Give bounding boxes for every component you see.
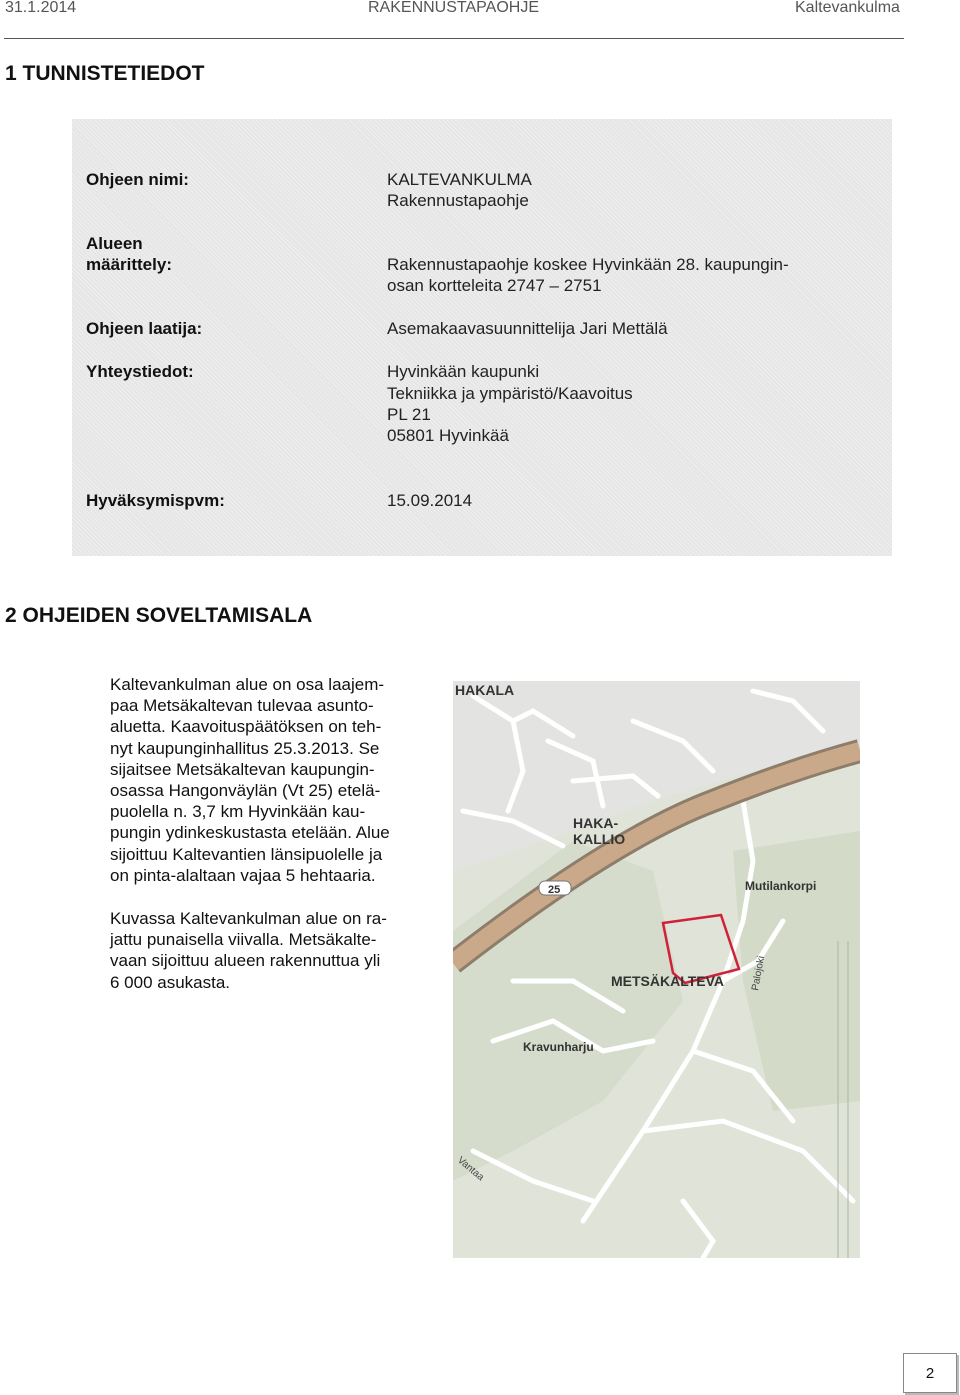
text-line: nyt kaupunginhallitus 25.3.2013. Se bbox=[110, 738, 380, 758]
contact-line: Tekniikka ja ympäristö/Kaavoitus bbox=[387, 384, 633, 403]
text-line: Kuvassa Kaltevankulman alue on ra- bbox=[110, 909, 387, 928]
text-line: sijoittuu Kaltevantien länsipuolelle ja bbox=[110, 844, 383, 864]
scope-paragraph-1 bbox=[110, 674, 430, 886]
page-number: 2 bbox=[903, 1353, 957, 1393]
text-line: aluetta. Kaavoituspäätöksen on teh- bbox=[110, 717, 382, 737]
map-label-road-25: 25 bbox=[548, 884, 561, 896]
area-label-1: Alueen bbox=[86, 234, 143, 253]
map-label-hakakallio: KALLIO bbox=[573, 831, 626, 847]
map-label-hakala: HAKALA bbox=[455, 682, 515, 698]
header-place: Kaltevankulma bbox=[795, 0, 900, 16]
author-label: Ohjeen laatija: bbox=[86, 319, 203, 338]
area-value-1: Rakennustapaohje koskee Hyvinkään 28. kaupungin- bbox=[387, 255, 789, 274]
map-label-hakakallio: HAKA- bbox=[573, 815, 619, 831]
section-1-title: 1 TUNNISTETIEDOT bbox=[5, 62, 205, 85]
map-label-kravunharju: Kravunharju bbox=[523, 1040, 594, 1054]
area-map bbox=[453, 681, 860, 1258]
area-value-2: osan kortteleita 2747 – 2751 bbox=[387, 276, 602, 295]
scope-paragraph-2 bbox=[110, 908, 430, 993]
text-line: sijaitsee Metsäkaltevan kaupungin- bbox=[110, 759, 375, 779]
contact-line: PL 21 bbox=[387, 405, 431, 424]
page-header bbox=[0, 0, 960, 40]
name-value-1: KALTEVANKULMA bbox=[387, 170, 532, 189]
text-line: vaan sijoittuu alueen rakennuttua yli bbox=[110, 951, 381, 971]
text-line: jattu punaisella viivalla. Metsäkalte- bbox=[110, 930, 377, 950]
map-label-metsakalteva: METSÄKALTEVA bbox=[611, 973, 725, 989]
contact-line: 05801 Hyvinkää bbox=[387, 426, 509, 445]
text-line: pungin ydinkeskustasta etelään. Alue bbox=[110, 823, 390, 843]
header-document-type: RAKENNUSTAPAOHJE bbox=[368, 0, 539, 16]
text-line: on pinta-alaltaan vajaa 5 hehtaaria. bbox=[110, 865, 376, 885]
header-divider bbox=[4, 38, 904, 39]
text-line: puolella n. 3,7 km Hyvinkään kau- bbox=[110, 802, 366, 822]
text-line: Kaltevankulman alue on osa laajem- bbox=[110, 675, 385, 694]
name-value-2: Rakennustapaohje bbox=[387, 191, 529, 210]
name-label: Ohjeen nimi: bbox=[86, 170, 189, 189]
text-line: osassa Hangonväylän (Vt 25) etelä- bbox=[110, 781, 381, 801]
approval-label: Hyväksymispvm: bbox=[86, 491, 225, 510]
map-label-vantaa: Vantaa bbox=[455, 1154, 486, 1184]
identification-box bbox=[72, 119, 892, 556]
contact-line: Hyvinkään kaupunki bbox=[387, 362, 540, 381]
map-label-palojoki: Palojoki bbox=[750, 955, 768, 992]
header-date: 31.1.2014 bbox=[5, 0, 77, 16]
text-line: paa Metsäkaltevan tulevaa asunto- bbox=[110, 696, 374, 716]
approval-value: 15.09.2014 bbox=[387, 491, 473, 510]
text-line: 6 000 asukasta. bbox=[110, 972, 231, 992]
section-2-title: 2 OHJEIDEN SOVELTAMISALA bbox=[5, 604, 313, 627]
author-value: Asemakaavasuunnittelija Jari Mettälä bbox=[387, 319, 668, 338]
map-label-mutilankorpi: Mutilankorpi bbox=[745, 879, 817, 893]
area-label-2: määrittely: bbox=[86, 255, 172, 274]
contact-label: Yhteystiedot: bbox=[86, 362, 194, 381]
